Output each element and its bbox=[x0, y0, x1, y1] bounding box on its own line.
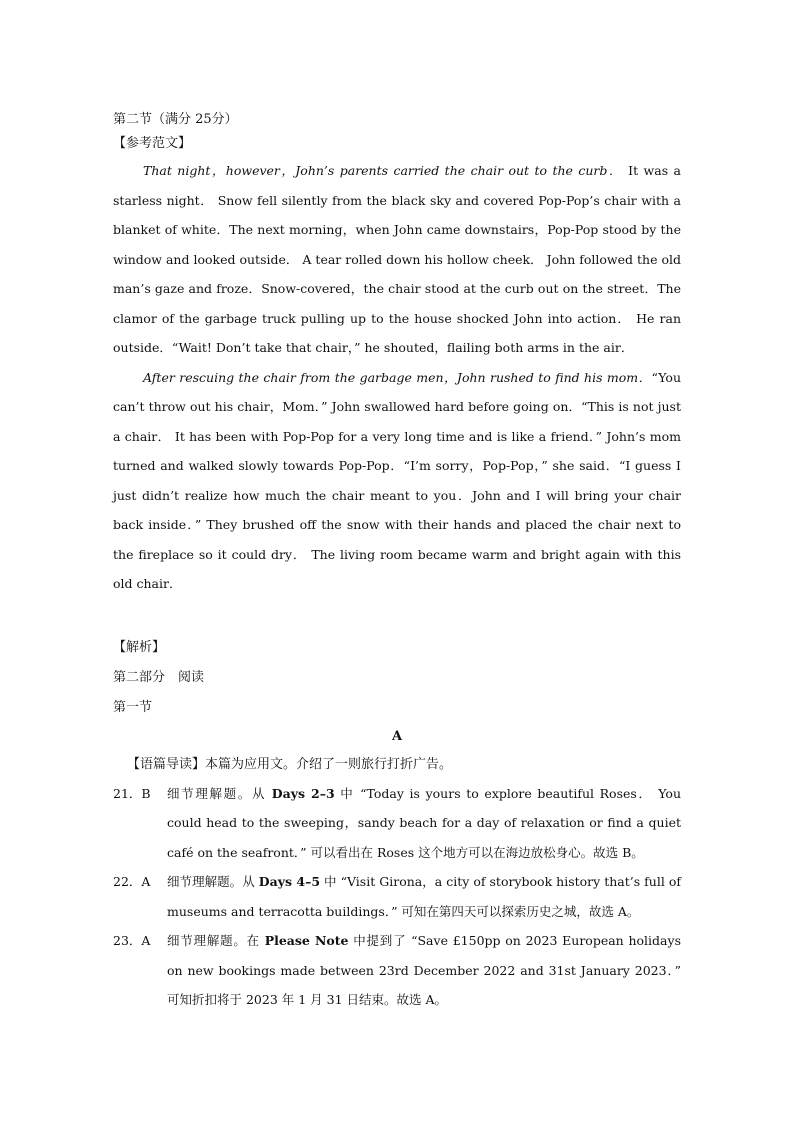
explanation-detail: 中 “Visit Girona，a city of storybook history that’s full of museums and terracotta buildings．” 可知在第四天可以探索历史之城，故选 A。 bbox=[167, 874, 681, 919]
question-explanation bbox=[167, 779, 681, 868]
reference-essay-label: 【参考范文】 bbox=[113, 136, 192, 151]
essay-paragraph-1-lead: That night，however，John’s parents carried the chair out to the curb． bbox=[143, 163, 623, 178]
question-explanation bbox=[167, 867, 681, 926]
section-heading: 第一节 bbox=[113, 699, 153, 715]
passage-guide-text: 本篇为应用文。介绍了一则旅行打折广告。 bbox=[205, 756, 453, 772]
question-21 bbox=[113, 779, 681, 868]
question-number-answer: 23．A bbox=[113, 933, 151, 948]
part-heading: 第二部分 阅读 bbox=[113, 669, 205, 685]
reference-essay bbox=[113, 156, 681, 599]
explanation-prefix: 细节理解题。从 bbox=[167, 785, 272, 801]
section-title: 第二节（满分 25分） bbox=[113, 112, 238, 127]
explanation-keyword: Days 2–3 bbox=[271, 785, 335, 801]
question-22 bbox=[113, 867, 681, 926]
question-23 bbox=[113, 926, 681, 1015]
passage-label: A bbox=[391, 728, 403, 744]
explanation-keyword: Please Note bbox=[264, 933, 349, 948]
essay-paragraph-1-body: It was a starless night． Snow fell silently from the black sky and covered Pop-Pop’s chair with a blanket of white．The next morning，when John came downstairs，Pop-Pop stood by the window and looked outside． A tear rolled down his hollow cheek． John followed the old man’s gaze and froze．Snow-covered，the chair stood at the curb out on the street．The clamor of the garbage truck pulling up to the house shocked John into action． He ran outside．“Wait! Don’t take that chair，” he shouted，flailing both arms in the air． bbox=[113, 163, 681, 355]
explanation-prefix: 细节理解题。在 bbox=[167, 933, 265, 948]
explanation-keyword: Days 4–5 bbox=[258, 874, 321, 889]
essay-paragraph-1 bbox=[113, 156, 681, 363]
essay-paragraph-2 bbox=[113, 363, 681, 599]
analysis-label: 【解析】 bbox=[113, 639, 166, 655]
spacer bbox=[113, 599, 681, 633]
explanation-detail: 中 “Today is yours to explore beautiful Roses． You could head to the sweeping，sandy beach for a day of relaxation or find a quiet café on the seafront．” 可以看出在 Roses 这个地方可以在海边放松身心。故选 B。 bbox=[167, 785, 681, 860]
passage-guide bbox=[113, 751, 681, 779]
document-page bbox=[113, 110, 681, 1015]
question-number-answer: 22．A bbox=[113, 874, 151, 889]
explanation-prefix: 细节理解题。从 bbox=[167, 874, 259, 889]
passage-guide-label: 【语篇导读】 bbox=[127, 756, 206, 772]
essay-paragraph-2-lead: After rescuing the chair from the garbage men，John rushed to find his mom． bbox=[143, 369, 652, 385]
essay-paragraph-2-body: “You can’t throw out his chair，Mom．” John swallowed hard before going on．“This is not just a chair． It has been with Pop-Pop for a very long time and is like a friend．” John’s mom turned and walked slowly towards Pop-Pop．“I’m sorry，Pop-Pop，” she said．“I guess I just didn’t realize how much the chair meant to you．John and I will bring your chair back inside．” They brushed off the snow with their hands and placed the chair next to the fireplace so it could dry． The living room became warm and bright again with this old chair． bbox=[113, 369, 681, 591]
explanation-detail: 中提到了 “Save £150pp on 2023 European holidays on new bookings made between 23rd December 2022 and 31st January 2023．” 可知折扣将于 2023 年 1 月 31 日结束。故选 A。 bbox=[167, 933, 681, 1007]
question-number-answer: 21．B bbox=[113, 785, 151, 801]
question-explanation bbox=[167, 926, 681, 1015]
